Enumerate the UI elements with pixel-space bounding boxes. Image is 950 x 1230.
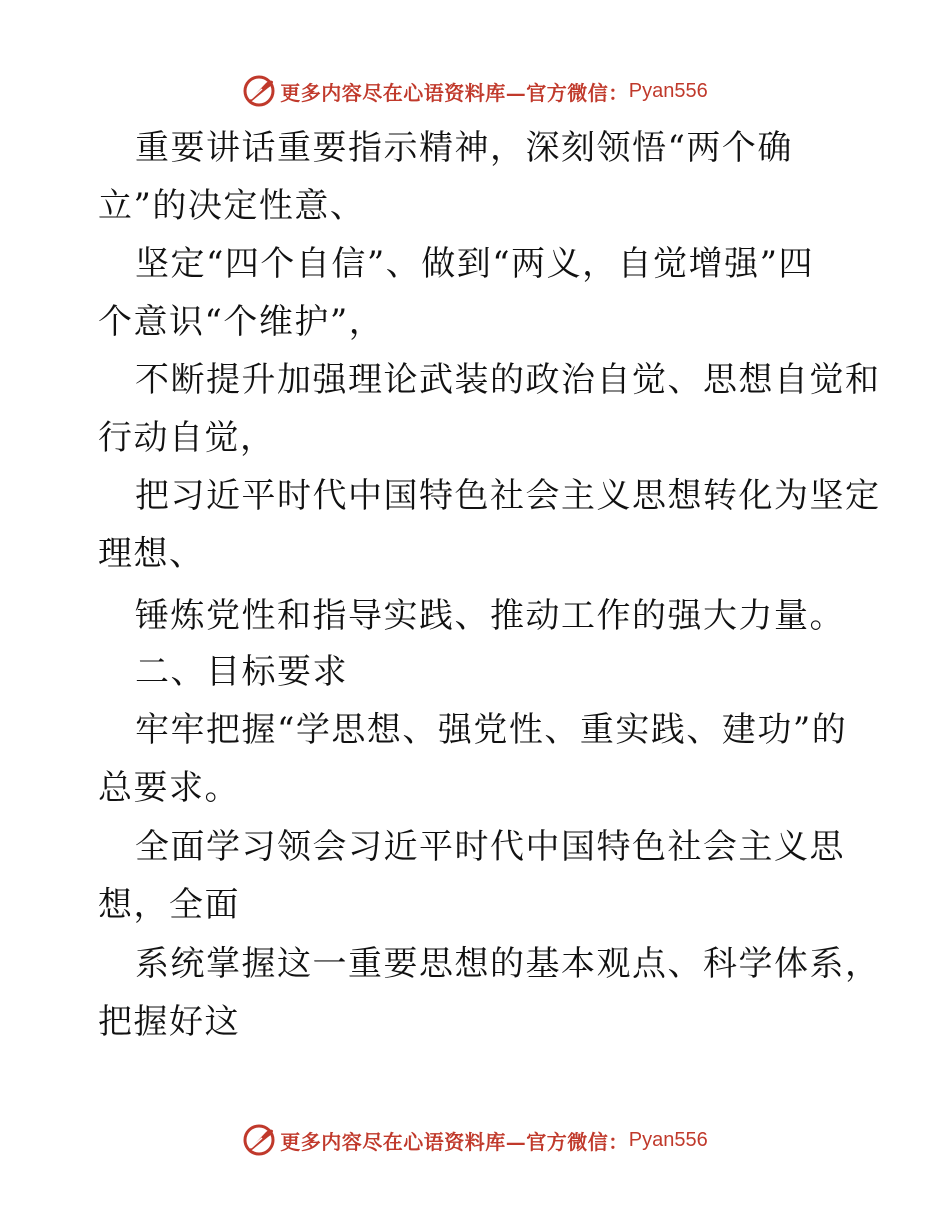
body-line: 个意识“个维护”，	[98, 302, 385, 342]
body-line: 总要求。	[98, 768, 240, 808]
body-line: 立”的决定性意、	[98, 186, 366, 226]
body-line: 把习近平时代中国特色社会主义思想转化为坚定	[135, 476, 881, 516]
body-line: 牢牢把握“学思想、强党性、重实践、建功”的	[135, 710, 848, 750]
banner-text: 更多内容尽在心语资料库—官方微信：	[280, 80, 629, 105]
body-line: 锤炼党性和指导实践、推动工作的强大力量。	[135, 596, 845, 636]
body-line: 行动自觉，	[98, 418, 276, 458]
body-line: 不断提升加强理论武装的政治自觉、思想自觉和	[135, 360, 881, 400]
body-line: 全面学习领会习近平时代中国特色社会主义思	[135, 827, 845, 867]
wechat-id: Pyan556	[628, 79, 708, 102]
footer-banner	[0, 1120, 950, 1160]
feather-pen-logo-icon	[242, 74, 276, 108]
body-line: 想，全面	[98, 885, 240, 925]
body-line: 系统掌握这一重要思想的基本观点、科学体系，	[135, 944, 881, 984]
header-banner	[0, 71, 950, 111]
wechat-id: Pyan556	[628, 1128, 708, 1151]
body-line: 坚定“四个自信”、做到“两义，自觉增强”四	[135, 244, 815, 284]
section-heading: 二、目标要求	[135, 652, 348, 692]
body-line: 把握好这	[98, 1002, 240, 1042]
banner-text: 更多内容尽在心语资料库—官方微信：	[280, 1129, 629, 1154]
body-line: 理想、	[98, 534, 205, 574]
feather-pen-logo-icon	[242, 1123, 276, 1157]
body-line: 重要讲话重要指示精神，深刻领悟“两个确	[135, 128, 793, 168]
